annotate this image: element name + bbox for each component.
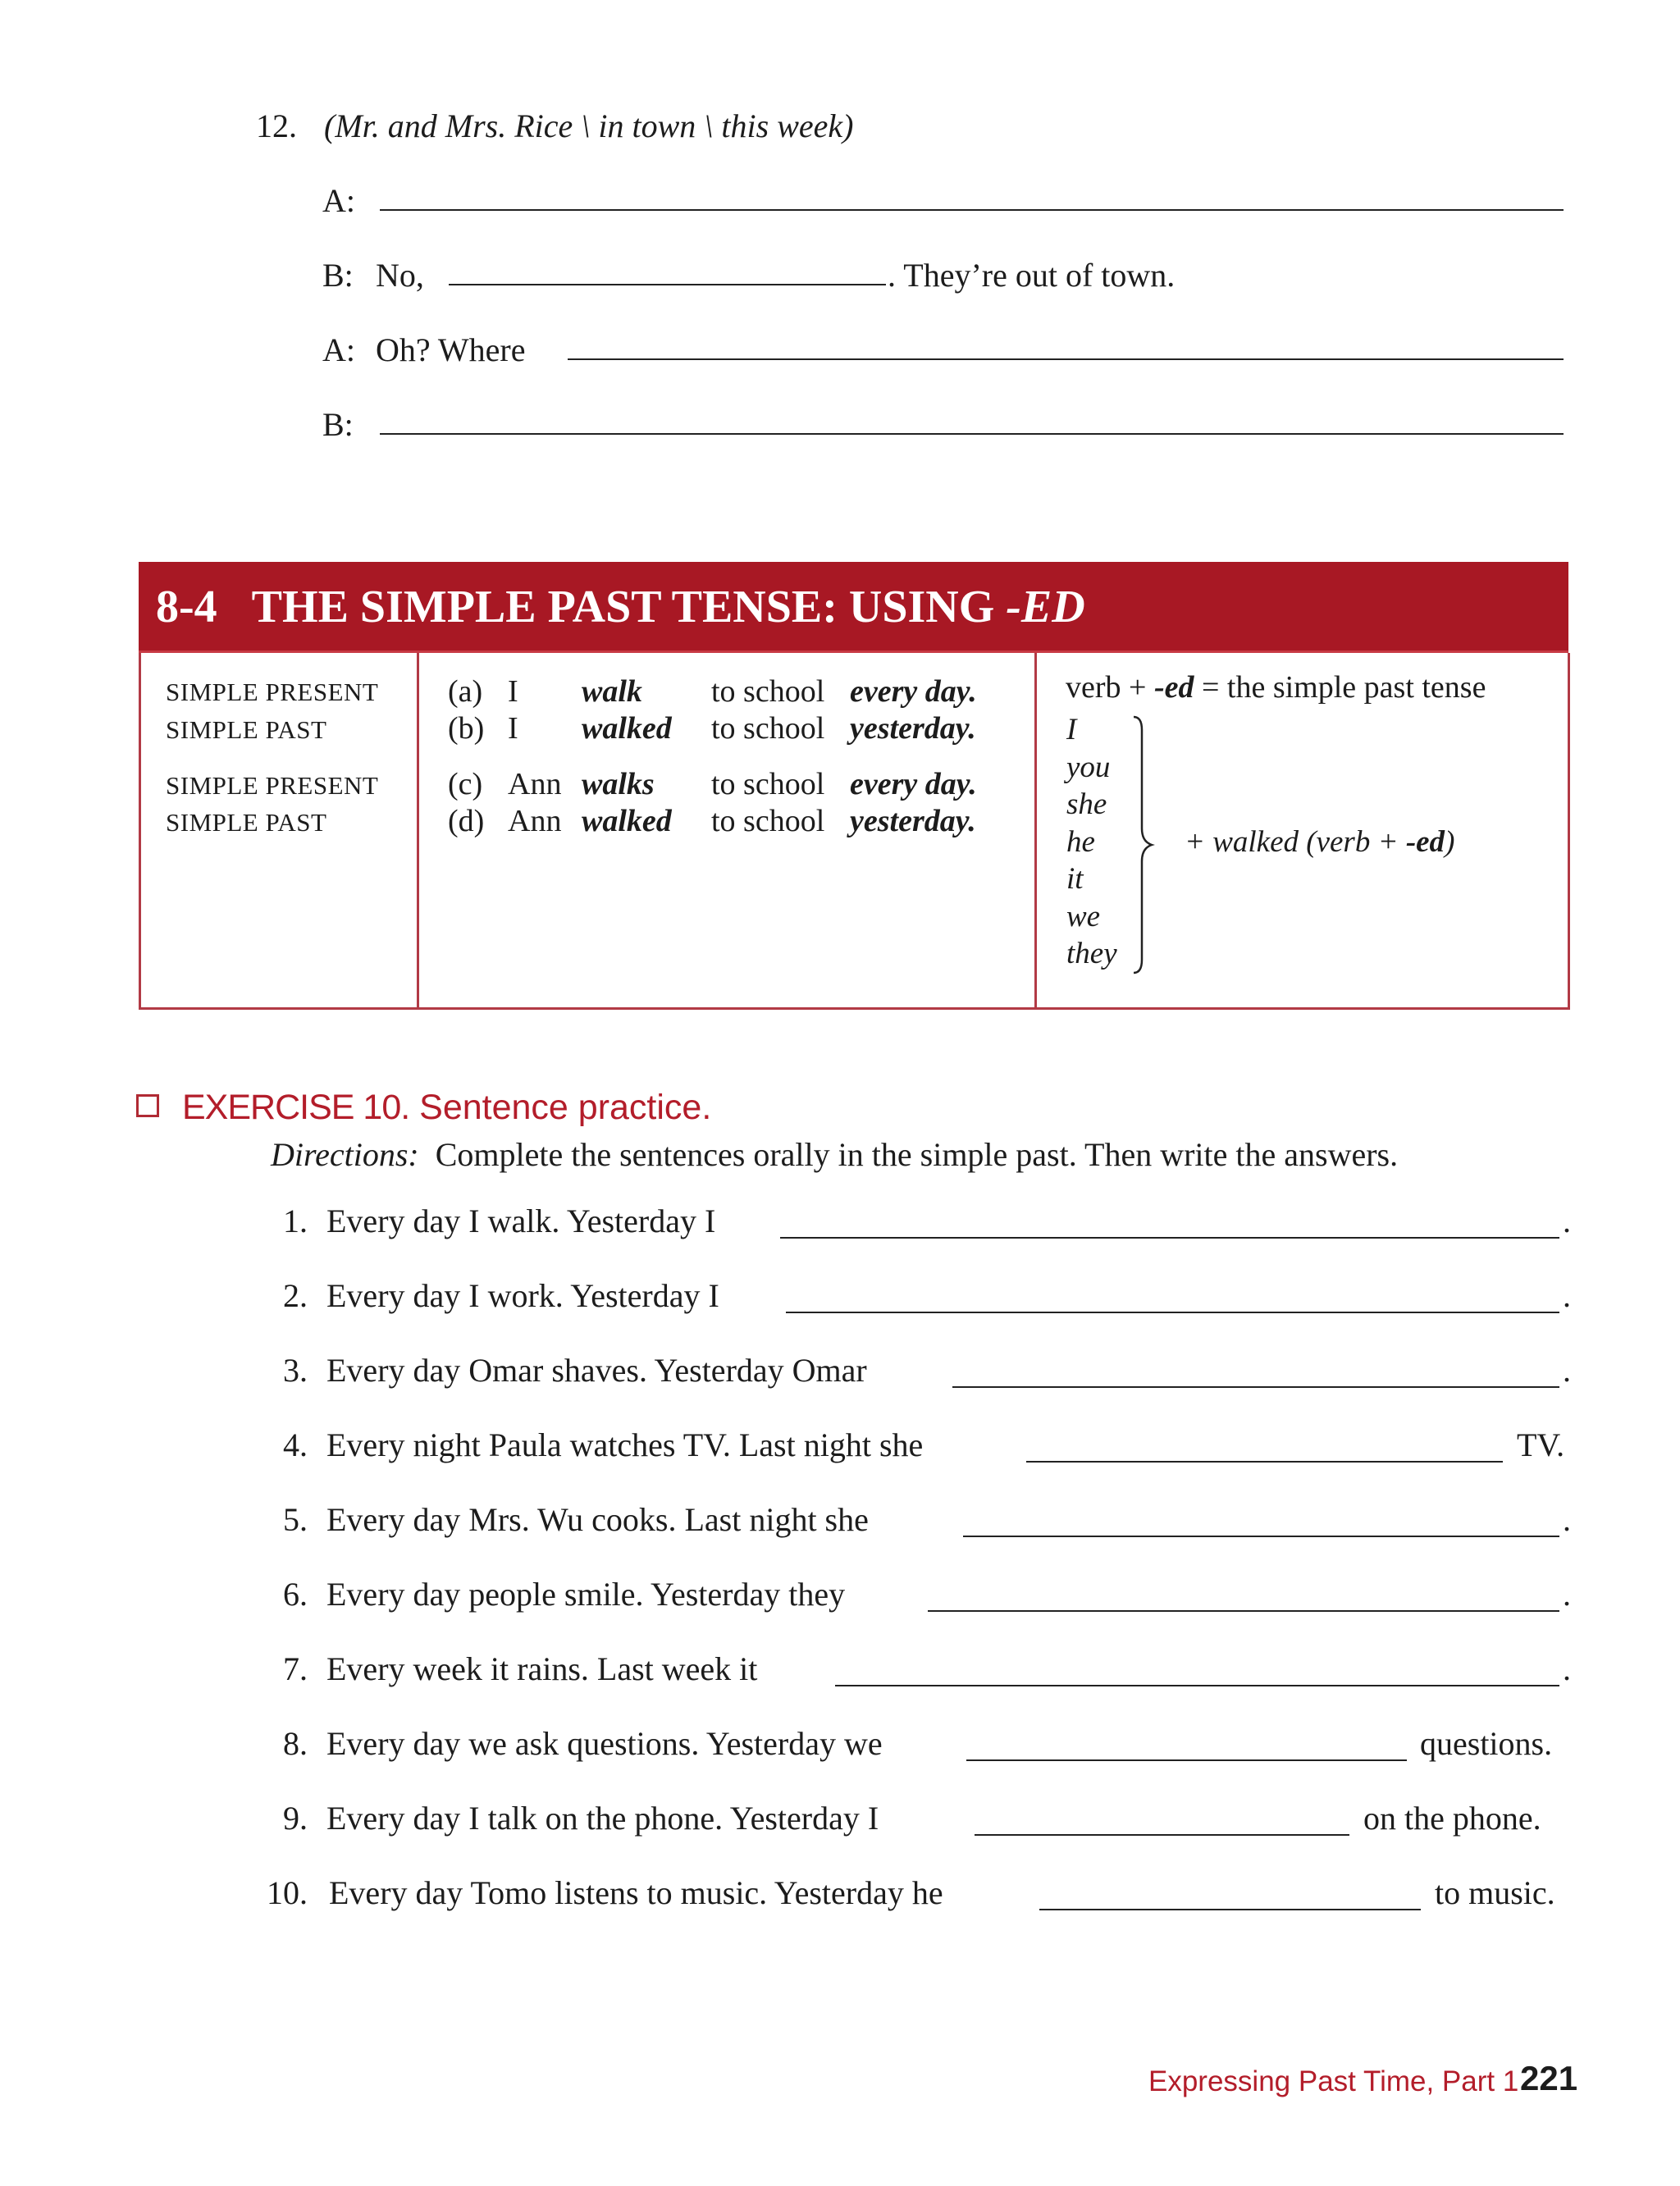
line-text: No,	[376, 257, 424, 294]
exercise-subtitle: Sentence practice.	[419, 1088, 712, 1127]
example-subject: I	[508, 711, 518, 746]
item-end: .	[1563, 1277, 1571, 1314]
item-end: .	[1563, 1203, 1571, 1239]
answer-line[interactable]	[786, 1312, 1559, 1313]
rule-suffix: -ed	[1153, 670, 1194, 705]
item-text: Every day Tomo listens to music. Yesterday he	[329, 1874, 943, 1911]
result-text	[1185, 824, 1454, 860]
item-number: 8.	[283, 1725, 308, 1762]
example-verb: walks	[582, 767, 655, 801]
example-time: yesterday.	[850, 804, 976, 838]
pronoun: I	[1066, 713, 1077, 746]
tense-label: SIMPLE PRESENT	[166, 771, 379, 800]
example-letter: (d)	[448, 804, 485, 838]
rule-text	[1066, 669, 1486, 705]
item-text: Every day we ask questions. Yesterday we	[326, 1725, 883, 1762]
answer-line[interactable]	[952, 1386, 1559, 1388]
exercise-checkbox[interactable]	[136, 1094, 159, 1117]
item-number: 3.	[283, 1352, 308, 1389]
item-end: .	[1563, 1576, 1571, 1613]
example-letter: (a)	[448, 674, 483, 709]
example-verb: walked	[582, 711, 672, 746]
example-phrase: to school	[711, 767, 825, 801]
pronoun: she	[1066, 787, 1107, 821]
answer-line[interactable]	[966, 1759, 1407, 1761]
item-text: Every day I talk on the phone. Yesterday I	[326, 1800, 879, 1837]
chart-title-emphasis: -ED	[1006, 582, 1085, 632]
item-number: 2.	[283, 1277, 308, 1314]
answer-line[interactable]	[780, 1237, 1559, 1239]
tense-label: SIMPLE PRESENT	[166, 678, 379, 706]
answer-line[interactable]	[835, 1685, 1559, 1686]
pronoun: you	[1066, 751, 1111, 784]
answer-line[interactable]	[449, 284, 886, 285]
answer-line[interactable]	[928, 1610, 1559, 1612]
directions	[271, 1136, 1398, 1174]
item-end: .	[1563, 1352, 1571, 1389]
footer-chapter-title: Expressing Past Time, Part 1	[1148, 2065, 1519, 2097]
item-end: on the phone.	[1363, 1800, 1541, 1837]
item-number: 12.	[256, 107, 297, 144]
example-verb: walked	[582, 804, 672, 838]
directions-label: Directions:	[271, 1136, 419, 1173]
item-number: 7.	[283, 1650, 308, 1687]
rule-pre: verb +	[1066, 670, 1147, 705]
example-subject: Ann	[508, 767, 562, 801]
item-text: Every day Mrs. Wu cooks. Last night she	[326, 1501, 869, 1538]
answer-line[interactable]	[1026, 1461, 1503, 1463]
item-number: 1.	[283, 1203, 308, 1239]
item-number: 10.	[267, 1874, 308, 1911]
item-text: Every day Omar shaves. Yesterday Omar	[326, 1352, 867, 1389]
result-post: )	[1445, 825, 1455, 859]
chart-title-text: THE SIMPLE PAST TENSE: USING	[251, 582, 995, 632]
item-end: TV.	[1517, 1426, 1565, 1463]
example-phrase: to school	[711, 674, 825, 709]
exercise-label: EXERCISE 10.	[182, 1088, 410, 1127]
example-phrase: to school	[711, 804, 825, 838]
right-brace-icon	[1130, 714, 1163, 976]
column-divider	[1034, 653, 1037, 1008]
pronoun: they	[1066, 937, 1117, 970]
example-subject: I	[508, 674, 518, 709]
item-end: .	[1563, 1650, 1571, 1687]
answer-line[interactable]	[1039, 1909, 1421, 1910]
speaker-label: A:	[322, 182, 355, 219]
line-after: . They’re out of town.	[888, 257, 1176, 294]
item-prompt: (Mr. and Mrs. Rice \ in town \ this week)	[324, 107, 854, 144]
item-text: Every day people smile. Yesterday they	[326, 1576, 846, 1613]
example-verb: walk	[582, 674, 642, 709]
item-text: Every day I walk. Yesterday I	[326, 1203, 716, 1239]
page-number: 221	[1520, 2059, 1578, 2097]
example-time: yesterday.	[850, 711, 976, 746]
tense-label: SIMPLE PAST	[166, 808, 327, 837]
item-number: 5.	[283, 1501, 308, 1538]
pronoun: he	[1066, 825, 1095, 859]
example-time: every day.	[850, 674, 977, 709]
example-phrase: to school	[711, 711, 825, 746]
example-letter: (b)	[448, 711, 485, 746]
tense-label: SIMPLE PAST	[166, 715, 327, 744]
result-pre: + walked (verb +	[1185, 825, 1399, 859]
example-time: every day.	[850, 767, 977, 801]
exercise-title	[182, 1087, 711, 1128]
item-text: Every night Paula watches TV. Last night she	[326, 1426, 924, 1463]
rule-post: = the simple past tense	[1201, 670, 1486, 705]
answer-line[interactable]	[963, 1536, 1559, 1537]
item-text: Every week it rains. Last week it	[326, 1650, 758, 1687]
speaker-label: B:	[322, 257, 354, 294]
directions-text: Complete the sentences orally in the simple past. Then write the answers.	[435, 1136, 1399, 1173]
speaker-label: B:	[322, 406, 354, 443]
pronoun: we	[1066, 900, 1101, 933]
item-number: 4.	[283, 1426, 308, 1463]
result-suffix: -ed	[1405, 825, 1445, 859]
speaker-label: A:	[322, 331, 355, 368]
answer-line[interactable]	[380, 433, 1564, 435]
example-letter: (c)	[448, 767, 483, 801]
chart-section-number: 8-4	[156, 582, 217, 632]
item-number: 6.	[283, 1576, 308, 1613]
answer-line[interactable]	[975, 1834, 1349, 1836]
example-subject: Ann	[508, 804, 562, 838]
item-end: to music.	[1435, 1874, 1555, 1911]
line-text: Oh? Where	[376, 331, 526, 368]
item-end: questions.	[1420, 1725, 1553, 1762]
answer-line[interactable]	[568, 358, 1564, 360]
item-text: Every day I work. Yesterday I	[326, 1277, 719, 1314]
chart-title	[156, 581, 1085, 633]
answer-line[interactable]	[380, 209, 1564, 211]
item-end: .	[1563, 1501, 1571, 1538]
item-number: 9.	[283, 1800, 308, 1837]
column-divider	[417, 653, 419, 1008]
pronoun: it	[1066, 862, 1084, 896]
